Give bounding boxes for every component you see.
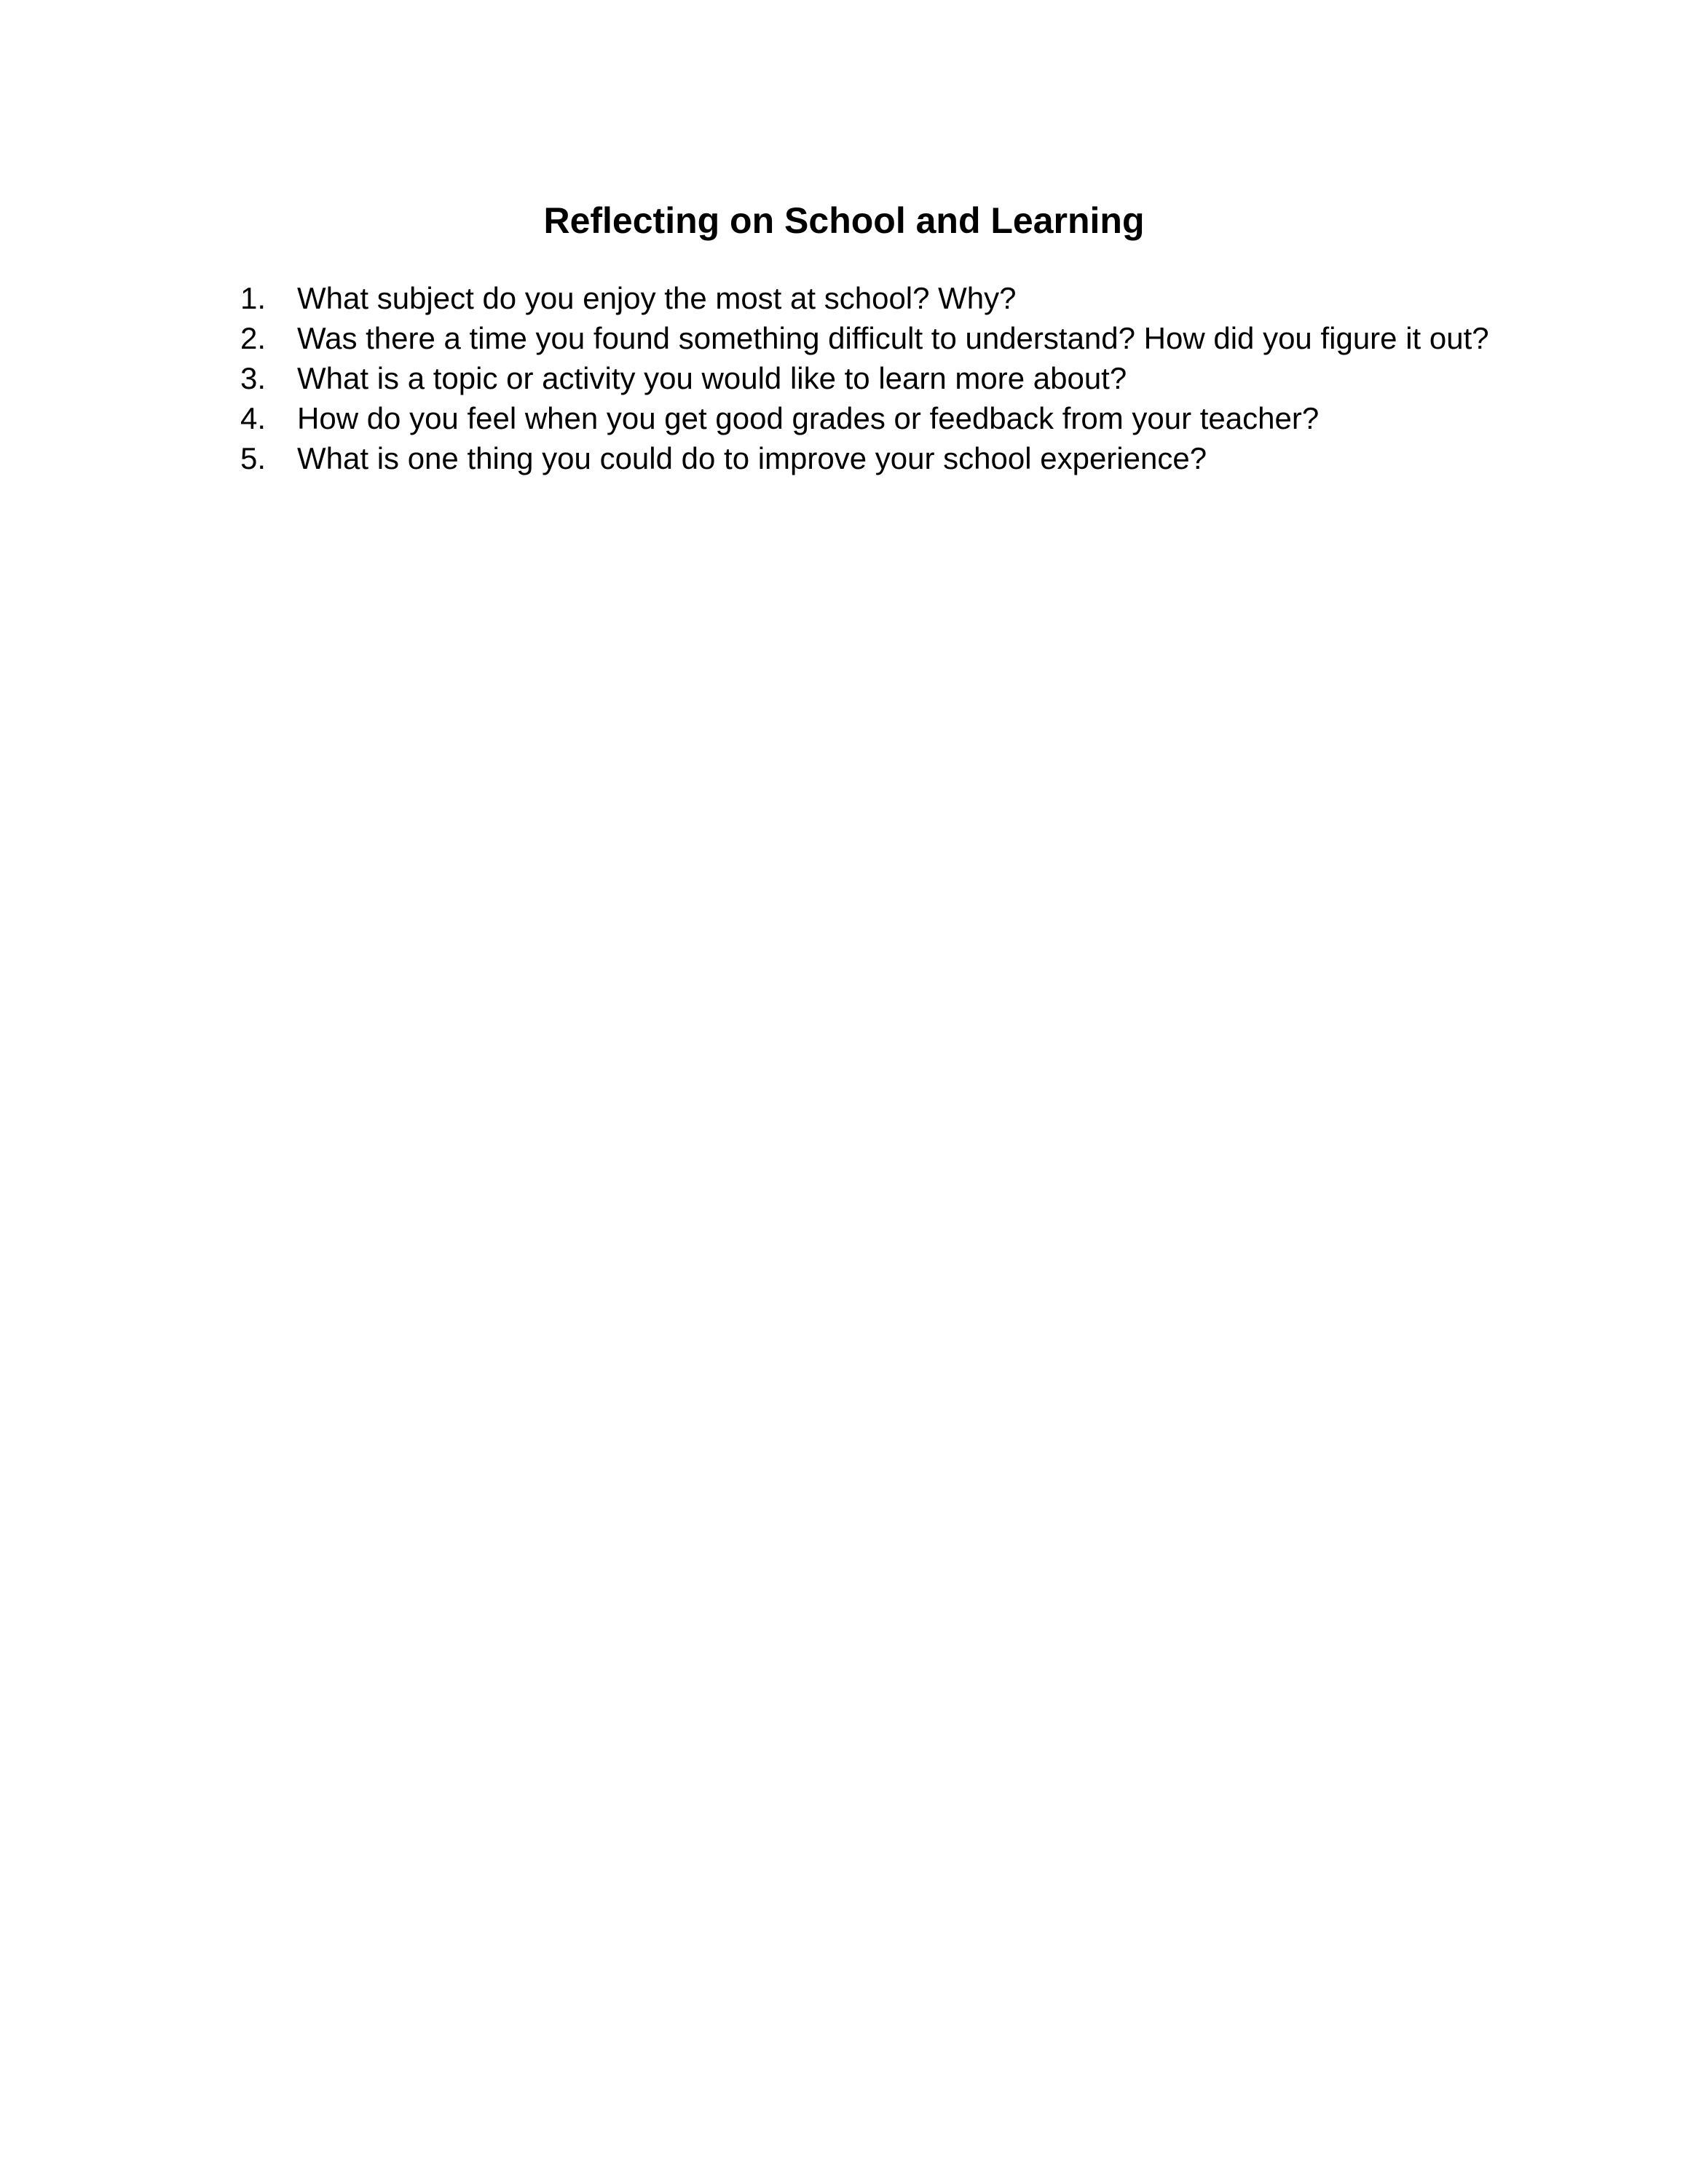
list-item <box>240 278 1489 318</box>
question-text: What subject do you enjoy the most at school? Why? <box>297 281 1017 315</box>
question-text: What is a topic or activity you would like to learn more about? <box>297 361 1127 395</box>
question-text: What is one thing you could do to improve your school experience? <box>297 441 1207 475</box>
question-text: Was there a time you found something difficult to understand? How did you figure it out? <box>297 321 1489 355</box>
question-text: How do you feel when you get good grades or feedback from your teacher? <box>297 401 1320 435</box>
list-item <box>240 398 1489 438</box>
question-number: 4. <box>240 401 267 435</box>
list-item <box>240 438 1489 478</box>
question-number: 3. <box>240 361 267 395</box>
list-item <box>240 358 1489 398</box>
question-list <box>240 278 1489 478</box>
question-number: 1. <box>240 281 267 315</box>
list-item <box>240 318 1489 358</box>
page-title: Reflecting on School and Learning <box>543 200 1145 241</box>
question-number: 5. <box>240 441 267 475</box>
question-number: 2. <box>240 321 267 355</box>
